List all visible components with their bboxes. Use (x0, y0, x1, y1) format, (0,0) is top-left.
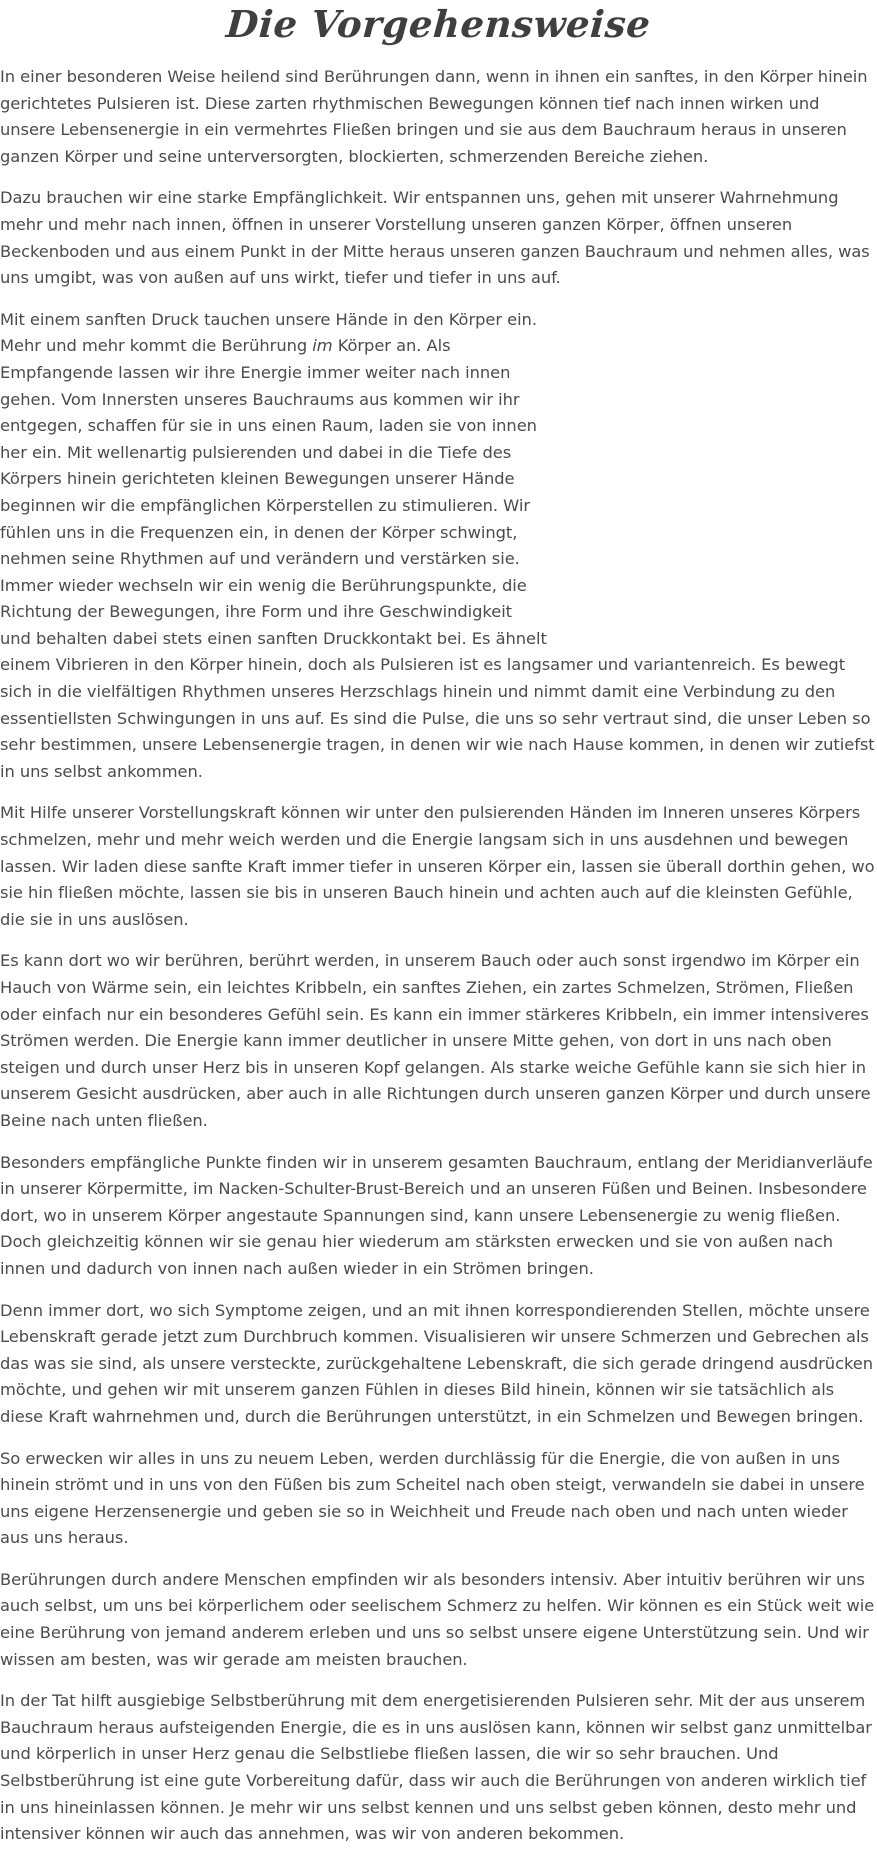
document-body (0, 46, 877, 1871)
paragraph: Berührungen durch andere Menschen empfinden wir als besonders intensiv. Aber intuitiv berühren wir uns auch selbst, um uns bei körperlichem oder seelischem Schmerz zu helfen. Wir können es ein Stück weit wie eine Berührung von jemand anderem erleben und uns so selbst unsere eigene Unterstützung sein. Und wir wissen am besten, was wir gerade am meisten brauchen. (0, 1569, 875, 1669)
paragraph: So erwecken wir alles in uns zu neuem Leben, werden durchlässig für die Energie, die von außen in uns hinein strömt und in uns von den Füßen bis zum Scheitel nach oben steigt, verwandeln sie dabei in unsere uns eigene Herzensenergie und geben sie so in Weichheit und Freude nach oben und nach unten wieder aus uns heraus. (0, 1448, 865, 1548)
paragraph: Es kann dort wo wir berühren, berührt werden, in unserem Bauch oder auch sonst irgendwo im Körper ein Hauch von Wärme sein, ein leichtes Kribbeln, ein sanftes Ziehen, ein zartes Schmelzen, Strömen, Fließen oder einfach nur ein besonderes Gefühl sein. Es kann ein immer stärkeres Kribbeln, ein immer intensiveres Strömen werden. Die Energie kann immer deutlicher in unsere Mitte gehen, von dort in uns nach oben steigen und durch unser Herz bis in unseren Kopf gelangen. Als starke weiche Gefühle kann sie sich hier in unserem Gesicht ausdrücken, aber auch in alle Richtungen durch unseren ganzen Körper und durch unsere Beine nach unten fließen. (0, 951, 871, 1130)
paragraph: In einer besonderen Weise heilend sind Berührungen dann, wenn in ihnen ein sanftes, in den Körper hinein gerichtetes Pulsieren ist. Diese zarten rhythmischen Bewegungen können tief nach innen wirken und unsere Lebensenergie in ein vermehrtes Fließen bringen und sie aus dem Bauchraum heraus in unseren ganzen Körper und seine unterversorgten, blockierten, schmerzenden Bereiche ziehen. (0, 67, 868, 166)
page-title: Die Vorgehensweise (224, 2, 653, 46)
paragraph: In der Tat hilft ausgiebige Selbstberührung mit dem energetisierenden Pulsieren sehr. Mit der aus unserem Bauchraum heraus aufsteigenden Energie, die es in uns auslösen kann, können wir selbst ganz unmittelbar und körperlich in unser Herz genau die Selbstliebe fließen lassen, die wir so sehr brauchen. Und Selbstberührung ist eine gute Vorbereitung dafür, dass wir auch die Berührungen von anderen wirklich tief in uns hineinlassen können. Je mehr wir uns selbst kennen und uns selbst geben können, desto mehr und intensiver können wir auch das annehmen, was wir von anderen bekommen. (0, 1691, 872, 1844)
paragraph: Besonders empfängliche Punkte finden wir in unserem gesamten Bauchraum, entlang der Meridianverläufe in unserer Körpermitte, im Nacken-Schulter-Brust-Bereich und an unseren Füßen und Beinen. Insbesondere dort, wo in unserem Körper angestaute Spannungen sind, kann unsere Lebensenergie zu wenig fließen. Doch gleichzeitig können wir sie genau hier wiederum am stärksten erwecken und sie von außen nach innen und dadurch von innen nach außen wieder in ein Strömen bringen. (0, 1152, 873, 1278)
bottom-spacer (0, 1863, 877, 1871)
image-placeholder-gap (547, 333, 877, 630)
paragraph-with-image-wrap (0, 307, 877, 786)
paragraph-emphasis: im (312, 336, 333, 356)
paragraph: Dazu brauchen wir eine starke Empfänglichkeit. Wir entspannen uns, gehen mit unserer Wahrnehmung mehr und mehr nach innen, öffnen in unserer Vorstellung unseren ganzen Körper, öffnen unseren Beckenboden und aus einem Punkt in der Mitte heraus unseren ganzen Bauchraum und nehmen alles, was uns umgibt, was von außen auf uns wirkt, tiefer und tiefer in uns auf. (0, 188, 870, 288)
paragraph: Denn immer dort, wo sich Symptome zeigen, und an mit ihnen korrespondierenden Stellen, möchte unsere Lebenskraft gerade jetzt zum Durchbruch kommen. Visualisieren wir unsere Schmerzen und Gebrechen als das was sie sind, als unsere versteckte, zurückgehaltene Lebenskraft, die sich gerade dringend ausdrücken möchte, und gehen wir mit unserem ganzen Fühlen in dieses Bild hinein, können wir sie tatsächlich als diese Kraft wahrnehmen und, durch die Berührungen unterstützt, in ein Schmelzen und Bewegen bringen. (0, 1300, 873, 1426)
paragraph-rest-text: Körper an. Als Empfangende lassen wir ihre Energie immer weiter nach innen gehen. Vom Innersten unseres Bauchraums aus kommen wir ihr entgegen, schaffen für sie in uns einen Raum, laden sie von innen her ein. Mit wellenartig pulsierenden und dabei in die Tiefe des Körpers hinein gerichteten kleinen Bewegungen unserer Hände beginnen wir die empfänglichen Körperstellen zu stimulieren. Wir fühlen uns in die Frequenzen ein, in denen der Körper schwingt, nehmen seine Rhythmen auf und verändern und verstärken sie. Immer wieder wechseln wir ein wenig die Berührungspunkte, die Richtung der Bewegungen, ihre Form und ihre Geschwindigkeit und behalten dabei stets einen sanften Druckkontakt bei. Es ähnelt einem Vibrieren in den Körper hinein, doch als Pulsieren ist es langsamer und variantenreich. Es bewegt sich in die vielfältigen Rhythmen unseres Herzschlags hinein und nimmt damit eine Verbindung zu den essentiellsten Schwingungen in uns auf. Es sind die Pulse, die uns so sehr vertraut sind, die unser Leben so sehr bestimmen, unsere Lebensenergie tragen, in denen wir wie nach Hause kommen, in denen wir zutiefst in uns selbst ankommen. (0, 336, 875, 781)
paragraph: Mit Hilfe unserer Vorstellungskraft können wir unter den pulsierenden Händen im Inneren unseres Körpers schmelzen, mehr und mehr weich werden und die Energie langsam sich in uns ausdehnen und bewegen lassen. Wir laden diese sanfte Kraft immer tiefer in unseren Körper ein, lassen sie überall dorthin gehen, wo sie hin fließen möchte, lassen sie bis in unseren Bauch hinein und achten auch auf die kleinsten Gefühle, die sie in uns auslösen. (0, 803, 875, 929)
paragraph-lead-text: Mit einem sanften Druck tauchen unsere Hände in den Körper ein. Mehr und mehr kommt die Berührung (0, 309, 537, 356)
